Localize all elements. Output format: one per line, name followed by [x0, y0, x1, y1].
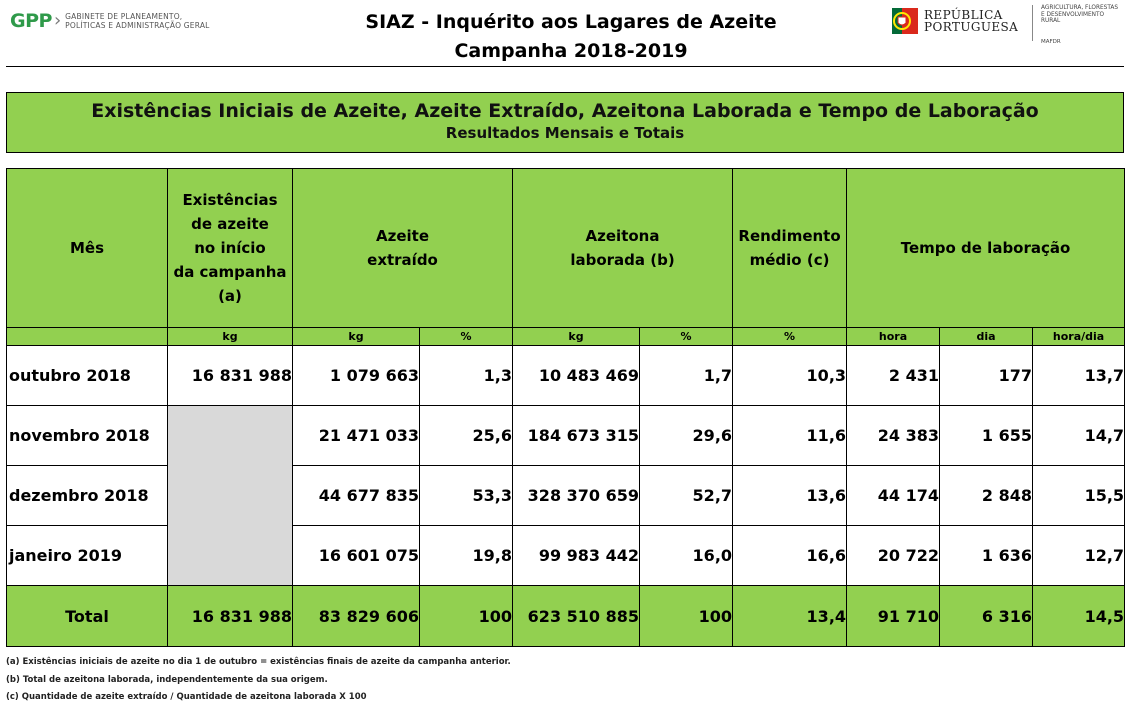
header-olives-processed — [513, 169, 733, 328]
cell-days: 2 848 — [940, 466, 1033, 526]
total-row — [7, 586, 1125, 647]
header-average-yield — [733, 169, 847, 328]
rp-line2: PORTUGUESA — [924, 20, 1019, 34]
cell-month: novembro 2018 — [7, 406, 168, 466]
ministry-line1: AGRICULTURA, FLORESTAS — [1041, 5, 1119, 11]
header-initial-stock-line: (a) — [218, 287, 242, 305]
cell-olives-kg: 99 983 442 — [513, 526, 640, 586]
table-row — [7, 406, 1125, 466]
gpp-name-line2: POLÍTICAS E ADMINISTRAÇÃO GERAL — [65, 21, 210, 30]
cell-olives-pct: 1,7 — [640, 346, 733, 406]
cell-hours: 20 722 — [847, 526, 940, 586]
gpp-logo — [10, 10, 210, 32]
cell-total-hours-per-day: 14,5 — [1033, 586, 1125, 647]
cell-hours-per-day: 15,5 — [1033, 466, 1125, 526]
cell-oil-kg: 21 471 033 — [293, 406, 420, 466]
cell-oil-kg: 16 601 075 — [293, 526, 420, 586]
cell-days: 1 655 — [940, 406, 1033, 466]
cell-total-oil-pct: 100 — [420, 586, 513, 647]
cell-initial-stock — [168, 526, 293, 586]
cell-month: dezembro 2018 — [7, 466, 168, 526]
cell-yield-pct: 11,6 — [733, 406, 847, 466]
header-month: Mês — [7, 169, 168, 328]
banner-title: Existências Iniciais de Azeite, Azeite Extraído, Azeitona Laborada e Tempo de Laboração — [91, 100, 1039, 122]
cell-initial-stock: 16 831 988 — [168, 346, 293, 406]
header-oil-extracted-line: extraído — [367, 251, 438, 269]
table-header-row — [7, 169, 1125, 328]
results-table — [6, 168, 1125, 647]
cell-hours: 44 174 — [847, 466, 940, 526]
header-work-time: Tempo de laboração — [847, 169, 1125, 328]
cell-yield-pct: 13,6 — [733, 466, 847, 526]
ministry-logo — [1032, 5, 1124, 45]
table-row — [7, 346, 1125, 406]
cell-days: 1 636 — [940, 526, 1033, 586]
cell-olives-kg: 184 673 315 — [513, 406, 640, 466]
ministry-abbreviation: MAFDR — [1041, 38, 1061, 45]
page-title-line2: Campanha 2018-2019 — [454, 40, 688, 62]
footnote: (a) Existências iniciais de azeite no dia 1 de outubro = existências finais de azeite da campanha anterior. — [6, 657, 511, 667]
footnote: (c) Quantidade de azeite extraído / Quantidade de azeitona laborada X 100 — [6, 692, 367, 702]
header-initial-stock-line: da campanha — [173, 263, 287, 281]
cell-olives-kg: 10 483 469 — [513, 346, 640, 406]
gpp-logo-text — [65, 12, 209, 30]
cell-initial-stock — [168, 466, 293, 526]
banner-subtitle: Resultados Mensais e Totais — [445, 124, 685, 142]
header-initial-stock-line: de azeite — [191, 215, 269, 233]
section-banner — [6, 92, 1124, 153]
header-average-yield-line: médio (c) — [749, 251, 830, 269]
chevron-right-icon: › — [53, 10, 62, 31]
unit-cell-empty — [7, 328, 168, 346]
portugal-emblem-icon — [892, 6, 918, 36]
cell-total-label: Total — [7, 586, 168, 647]
cell-total-oil-kg: 83 829 606 — [293, 586, 420, 647]
unit-cell: hora/dia — [1033, 328, 1125, 346]
ministry-line2: E DESENVOLVIMENTO RURAL — [1041, 11, 1105, 24]
page-title-line1: SIAZ - Inquérito aos Lagares de Azeite — [365, 11, 777, 33]
unit-cell: dia — [940, 328, 1033, 346]
cell-yield-pct: 16,6 — [733, 526, 847, 586]
cell-olives-pct: 52,7 — [640, 466, 733, 526]
cell-olives-pct: 29,6 — [640, 406, 733, 466]
unit-cell: kg — [513, 328, 640, 346]
header-initial-stock — [168, 169, 293, 328]
footnote: (b) Total de azeitona laborada, independentemente da sua origem. — [6, 674, 328, 685]
cell-total-yield-pct: 13,4 — [733, 586, 847, 647]
cell-olives-kg: 328 370 659 — [513, 466, 640, 526]
cell-month: outubro 2018 — [7, 346, 168, 406]
cell-month: janeiro 2019 — [7, 526, 168, 586]
gpp-name-line1: GABINETE DE PLANEAMENTO, — [65, 12, 183, 21]
cell-oil-pct: 1,3 — [420, 346, 513, 406]
cell-oil-pct: 53,3 — [420, 466, 513, 526]
cell-total-days: 6 316 — [940, 586, 1033, 647]
cell-days: 177 — [940, 346, 1033, 406]
cell-oil-pct: 19,8 — [420, 526, 513, 586]
cell-oil-kg: 1 079 663 — [293, 346, 420, 406]
cell-olives-pct: 16,0 — [640, 526, 733, 586]
table-row — [7, 526, 1125, 586]
gpp-logo-mark: GPP — [10, 10, 52, 32]
document-header — [6, 0, 1124, 67]
cell-total-hours: 91 710 — [847, 586, 940, 647]
footnotes — [6, 654, 511, 707]
header-average-yield-line: Rendimento — [738, 227, 841, 245]
cell-total-olives-kg: 623 510 885 — [513, 586, 640, 647]
unit-cell: kg — [293, 328, 420, 346]
header-initial-stock-line: no início — [194, 239, 266, 257]
cell-yield-pct: 10,3 — [733, 346, 847, 406]
unit-cell: hora — [847, 328, 940, 346]
unit-cell: % — [640, 328, 733, 346]
page-title — [306, 8, 836, 66]
republica-portuguesa-text — [924, 9, 1018, 33]
unit-cell: % — [420, 328, 513, 346]
republica-portuguesa-logo — [892, 6, 1018, 36]
header-oil-extracted-line: Azeite — [376, 227, 429, 245]
unit-cell: % — [733, 328, 847, 346]
header-oil-extracted — [293, 169, 513, 328]
header-initial-stock-line: Existências — [182, 191, 278, 209]
header-olives-processed-line: Azeitona — [585, 227, 660, 245]
cell-total-initial-stock: 16 831 988 — [168, 586, 293, 647]
rp-line1: REPÚBLICA — [924, 8, 1003, 22]
cell-hours-per-day: 12,7 — [1033, 526, 1125, 586]
cell-oil-pct: 25,6 — [420, 406, 513, 466]
cell-hours-per-day: 13,7 — [1033, 346, 1125, 406]
cell-hours-per-day: 14,7 — [1033, 406, 1125, 466]
cell-oil-kg: 44 677 835 — [293, 466, 420, 526]
header-olives-processed-line: laborada (b) — [570, 251, 675, 269]
table-row — [7, 466, 1125, 526]
units-row — [7, 328, 1125, 346]
cell-initial-stock — [168, 406, 293, 466]
cell-total-olives-pct: 100 — [640, 586, 733, 647]
cell-hours: 24 383 — [847, 406, 940, 466]
unit-cell: kg — [168, 328, 293, 346]
cell-hours: 2 431 — [847, 346, 940, 406]
